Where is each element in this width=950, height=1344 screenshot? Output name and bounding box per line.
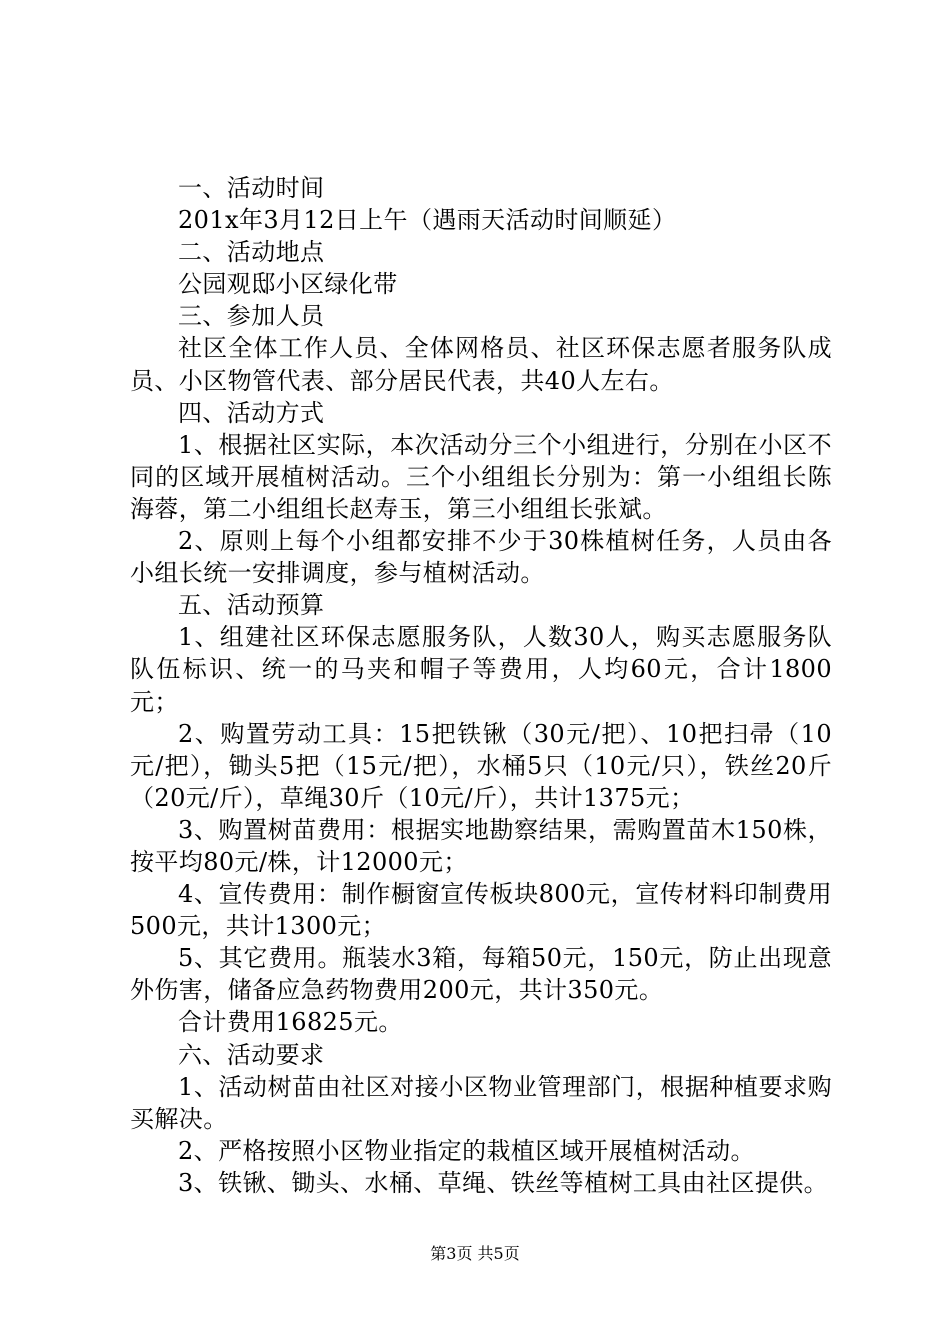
participants-text: 社区全体工作人员、全体网格员、社区环保志愿者服务队成员、小区物管代表、部分居民代表，共40人左右。 xyxy=(130,334,832,395)
method-item-1: 1、根据社区实际，本次活动分三个小组进行，分别在小区不同的区域开展植树活动。三个小组组长分别为：第一小组组长陈海蓉，第二小组组长赵寿玉，第三小组组长张斌。 xyxy=(130,430,832,523)
method-item-2: 2、原则上每个小组都安排不少于30株植树任务，人员由各小组长统一安排调度，参与植树活动。 xyxy=(130,527,832,588)
requirement-item-2: 2、严格按照小区物业指定的栽植区域开展植树活动。 xyxy=(178,1136,755,1165)
heading-activity-location: 二、活动地点 xyxy=(178,238,325,267)
budget-item-3: 3、购置树苗费用：根据实地勘察结果，需购置苗木150株，按平均80元/株，计12000元； xyxy=(130,815,832,876)
document-body xyxy=(130,172,832,1199)
budget-item-5: 5、其它费用。瓶装水3箱，每箱50元，150元，防止出现意外伤害，储备应急药物费用200元，共计350元。 xyxy=(130,944,832,1005)
heading-activity-budget: 五、活动预算 xyxy=(178,591,325,620)
budget-item-4: 4、宣传费用：制作橱窗宣传板块800元，宣传材料印制费用500元，共计1300元； xyxy=(130,880,832,941)
requirement-item-3: 3、铁锹、锄头、水桶、草绳、铁丝等植树工具由社区提供。 xyxy=(178,1168,829,1197)
budget-total: 合计费用16825元。 xyxy=(178,1008,403,1037)
heading-activity-method: 四、活动方式 xyxy=(178,398,325,427)
activity-time-text: 201x年3月12日上午（遇雨天活动时间顺延） xyxy=(178,206,677,235)
heading-participants: 三、参加人员 xyxy=(178,302,325,331)
page-number-footer: 第3页 共5页 xyxy=(430,1244,520,1263)
heading-activity-requirements: 六、活动要求 xyxy=(178,1040,325,1069)
requirement-item-1: 1、活动树苗由社区对接小区物业管理部门，根据种植要求购买解决。 xyxy=(130,1072,832,1133)
activity-location-text: 公园观邸小区绿化带 xyxy=(178,270,398,299)
budget-item-1: 1、组建社区环保志愿服务队，人数30人，购买志愿服务队队伍标识、统一的马夹和帽子等费用，人均60元，合计1800元； xyxy=(130,623,832,716)
budget-item-2: 2、购置劳动工具：15把铁锹（30元/把）、10把扫帚（10元/把），锄头5把（15元/把），水桶5只（10元/只），铁丝20斤（20元/斤），草绳30斤（10元/斤），共计1375元； xyxy=(130,719,832,812)
heading-activity-time: 一、活动时间 xyxy=(178,174,325,202)
